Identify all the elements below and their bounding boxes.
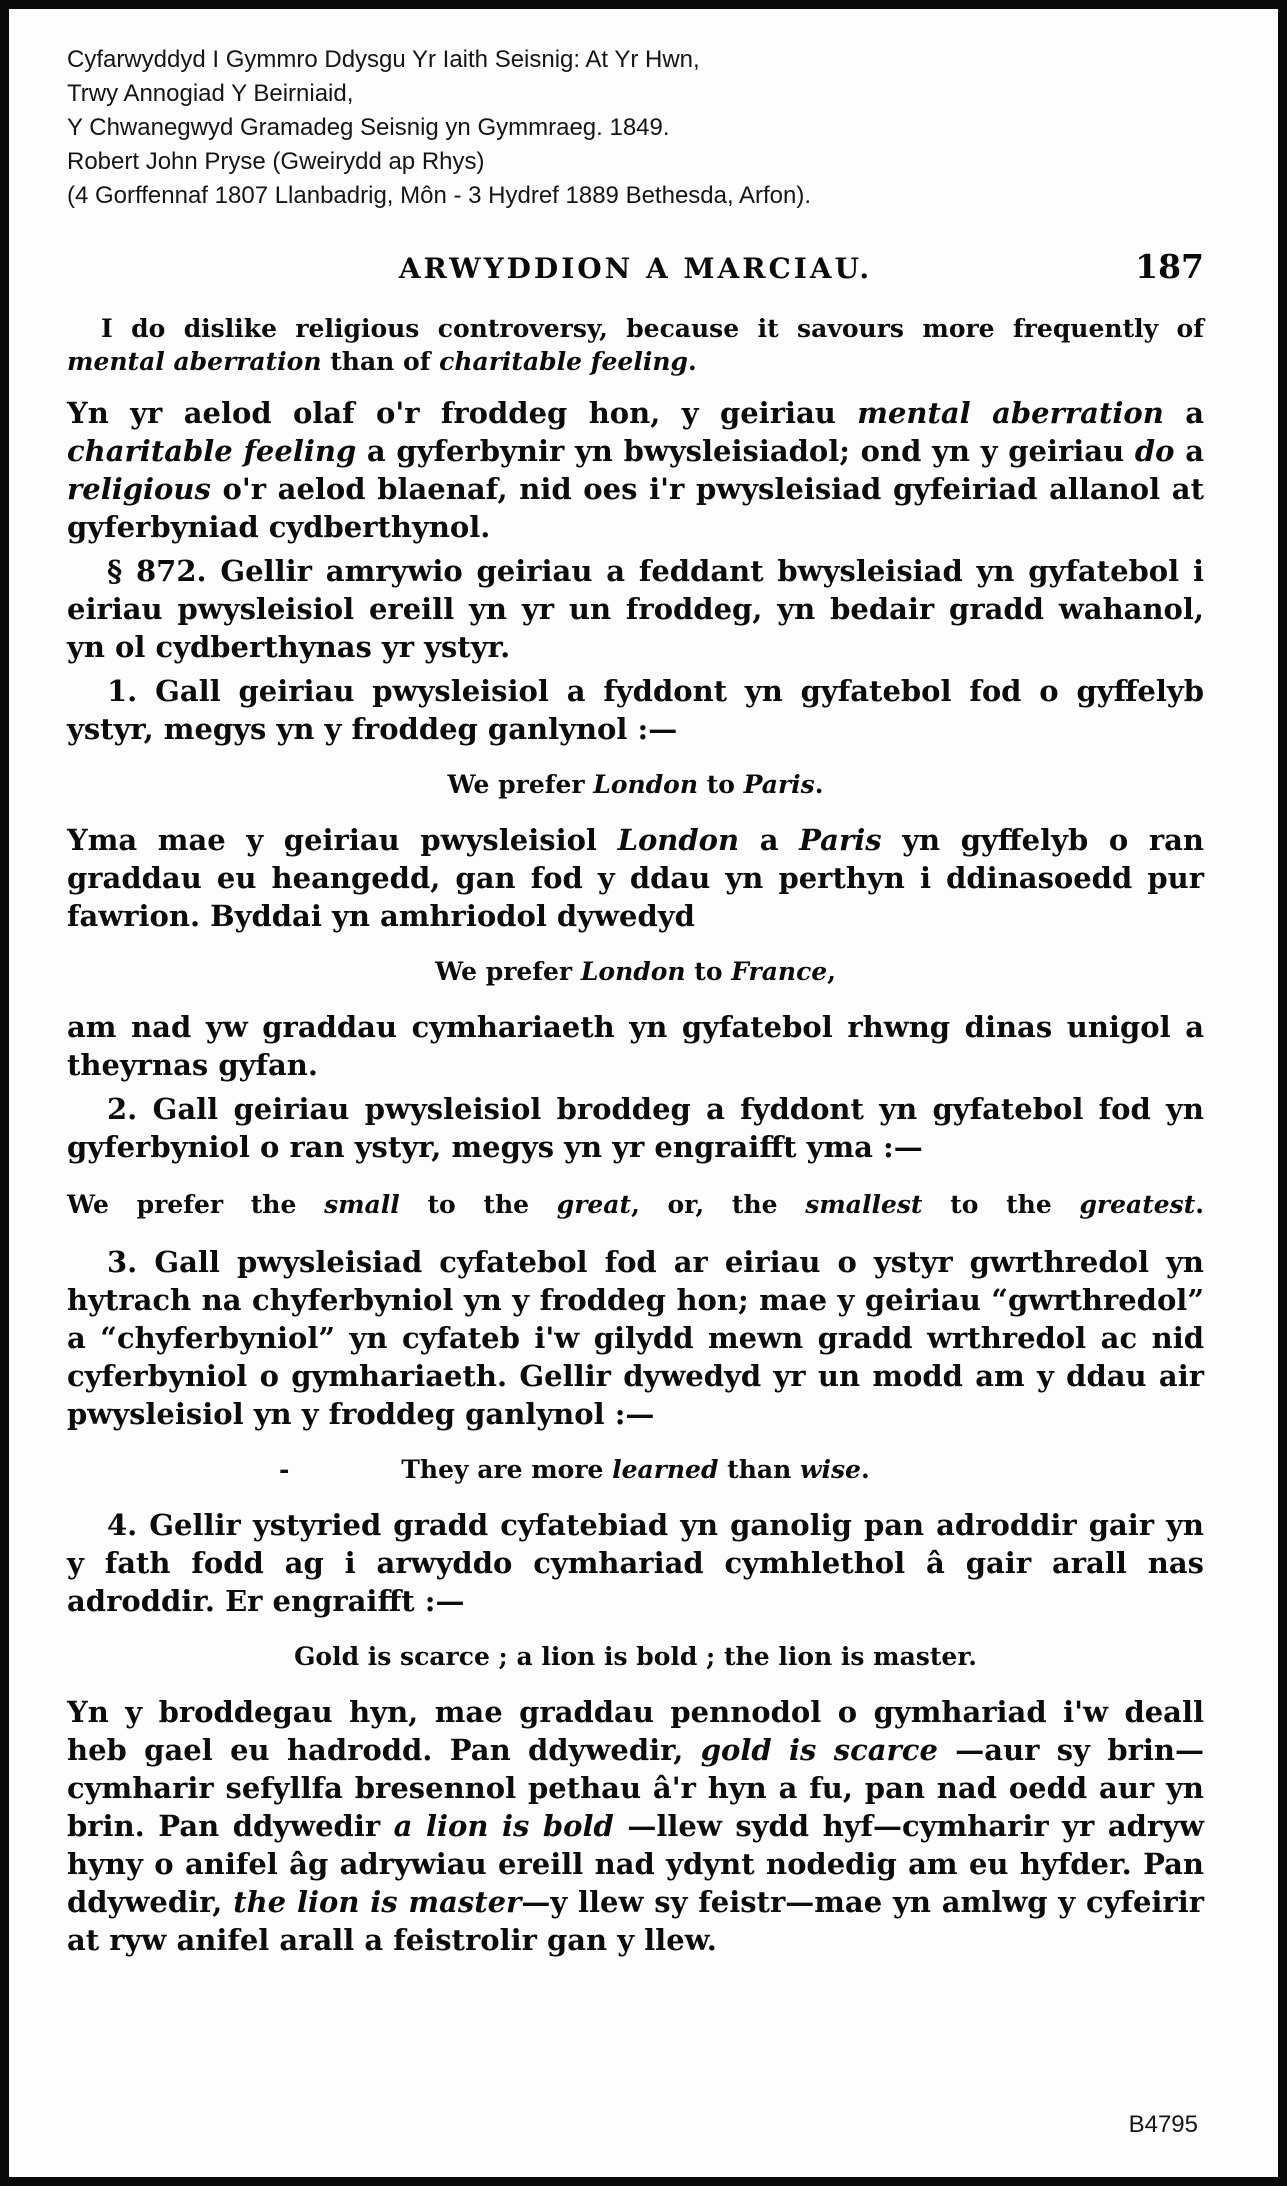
example-london-france: We prefer London to France, [435, 957, 836, 986]
meta-line-subtitle: Trwy Annogiad Y Beirniaid, [67, 80, 354, 107]
example-learned-wise: - They are more learned than wise. [279, 1455, 870, 1484]
para-broddegau-hyn: Yn y broddegau hyn, mae graddau pennodol o gymhariad i'w deall heb gael eu hadrodd. Pan ddywedir, gold is scarce —aur sy brin—cymharir sefyllfa bresennol pethau â'r hyn a fu, pan nad oedd aur yn brin. Pan ddywedir a lion is bold —llew sydd hyf—cymharir yr adryw hyny o anifel âg adrywiau ereill nad ydynt nodedig am eu hyfder. Pan ddywedir, the lion is master—y llew sy feistr—mae yn amlwg y cyfeirir at ryw anifel arall a feistrolir gan y llew. [67, 1695, 1205, 1957]
para-section-872: § 872. Gellir amrywio geiriau a feddant bwysleisiad yn gyfatebol i eiriau pwysleisiol ereill yn yr un froddeg, yn bedair gradd wahanol, yn ol cydberthynas yr ystyr. [67, 554, 1204, 664]
header-right [872, 247, 1204, 286]
meta-line-edition: Y Chwanegwyd Gramadeg Seisnig yn Gymmraeg. 1849. [67, 114, 670, 141]
meta-line-title: Cyfarwyddyd I Gymmro Ddysgu Yr Iaith Seisnig: At Yr Hwn, [67, 46, 700, 73]
example-london-paris: We prefer London to Paris. [447, 770, 824, 799]
para-aelod-olaf: Yn yr aelod olaf o'r froddeg hon, y geiriau mental aberration a charitable feeling a gyferbynir yn bwysleisiadol; ond yn y geiriau do a religious o'r aelod blaenaf, nid oes i'r pwysleisiad gyfeiriad allanol at gyferbyniad cydberthynol. [67, 396, 1204, 544]
para-am-nad: am nad yw graddau cymhariaeth yn gyfatebol rhwng dinas unigol a theyrnas gyfan. [67, 1010, 1204, 1082]
bibliographic-header [67, 43, 1204, 213]
stray-dash-marker: - [279, 1455, 290, 1484]
para-point-4: 4. Gellir ystyried gradd cyfatebiad yn ganolig pan adroddir gair yn y fath fodd ag i arwyddo cymhariad cymhlethol â gair arall nas adroddir. Er engraifft :— [67, 1508, 1204, 1618]
page-title: ARWYDDION A MARCIAU. [398, 252, 873, 285]
example-small-great: We prefer the small to the great, or, the smallest to the greatest. [67, 1190, 1204, 1219]
para-point-3: 3. Gall pwysleisiad cyfatebol fod ar eiriau o ystyr gwrthredol yn hytrach na chyferbyniol yn y froddeg hon; mae y geiriau “gwrthredol” a “chyferbyniol” yn cyfateb i'w gilydd mewn gradd wrthredol ac nid cyferbyniol o gymhariaeth. Gellir dywedyd yr un modd am y ddau air pwysleisiol yn y froddeg ganlynol :— [67, 1245, 1204, 1431]
print-mark: B4795 [1128, 2111, 1198, 2138]
page-header [67, 247, 1204, 286]
para-point-1: 1. Gall geiriau pwysleisiol a fyddont yn gyfatebol fod o gyffelyb ystyr, megys yn y froddeg ganlynol :— [67, 674, 1204, 746]
page-number: 187 [1135, 247, 1204, 286]
meta-line-author: Robert John Pryse (Gweirydd ap Rhys) [67, 148, 485, 175]
para-yma-mae: Yma mae y geiriau pwysleisiol London a Paris yn gyffelyb o ran graddau eu heangedd, gan fod y ddau yn perthyn i ddinasoedd pur fawrion. Byddai yn amhriodol dywedyd [67, 823, 1205, 933]
body-paragraphs [67, 312, 1204, 1959]
example-gold-lion: Gold is scarce ; a lion is bold ; the lion is master. [294, 1642, 977, 1671]
meta-line-dates: (4 Gorffennaf 1807 Llanbadrig, Môn - 3 Hydref 1889 Bethesda, Arfon). [67, 182, 812, 209]
para-point-2: 2. Gall geiriau pwysleisiol broddeg a fyddont yn gyfatebol fod yn gyferbyniol o ran ystyr, megys yn yr engraifft yma :— [67, 1092, 1204, 1164]
quote-paragraph: I do dislike religious controversy, because it savours more frequently of mental aberration than of charitable feeling. [67, 314, 1204, 376]
